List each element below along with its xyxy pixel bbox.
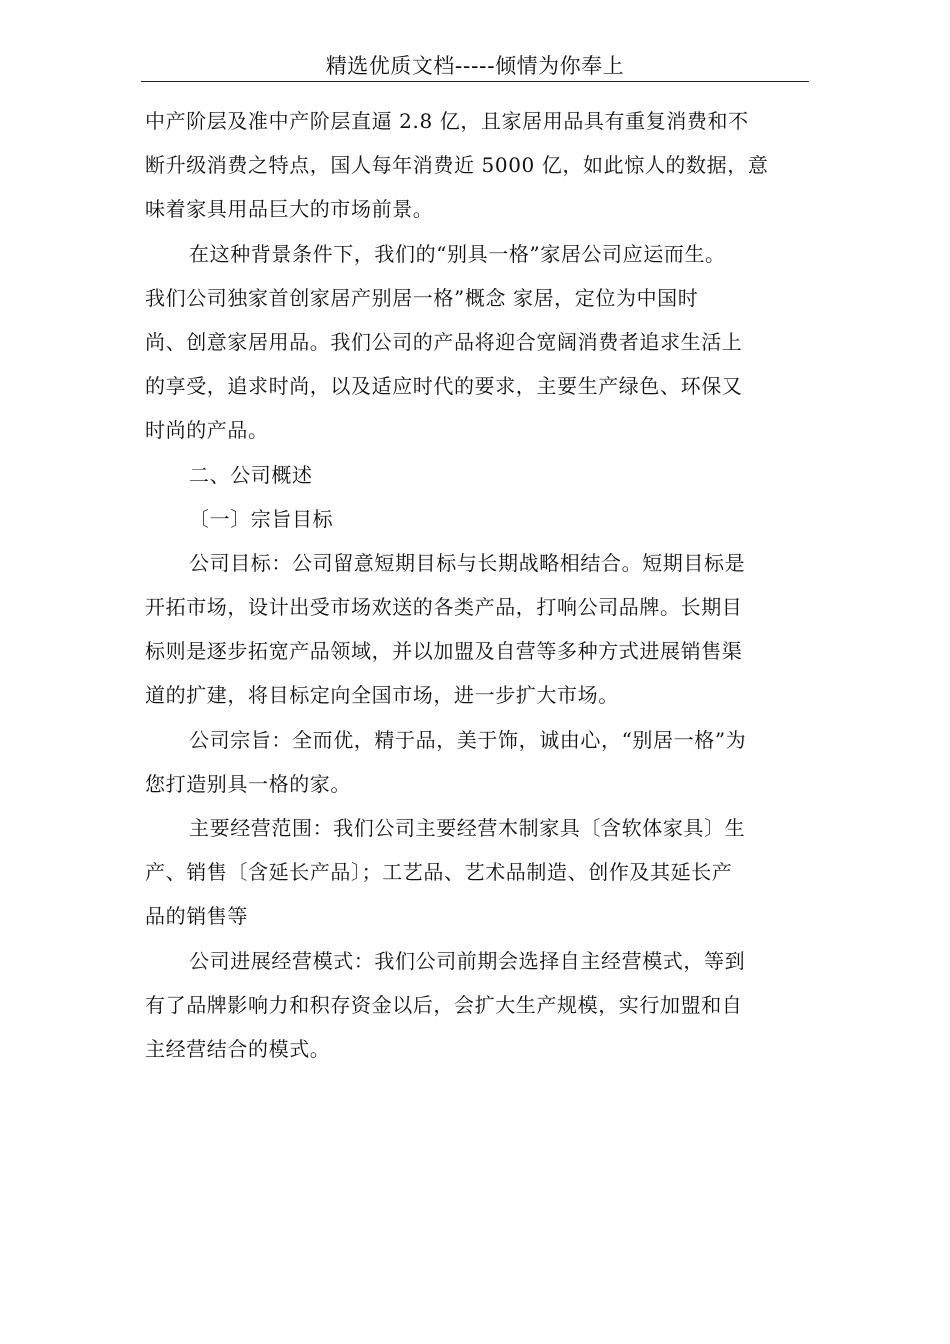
text-line: 公司进展经营模式：我们公司前期会选择自主经营模式，等到 xyxy=(189,948,746,973)
text-line: 我们公司独家首创家居产别居一格”概念 家居，定位为中国时 xyxy=(145,285,699,310)
text-line: 断升级消费之特点，国人每年消费近 5000 亿，如此惊人的数据，意 xyxy=(145,153,769,178)
paragraph-company-purpose xyxy=(145,718,805,806)
paragraph-company-background xyxy=(145,232,805,453)
subsection-heading-purpose xyxy=(145,497,805,541)
paragraph-market-outlook xyxy=(145,99,805,232)
document-body xyxy=(145,99,805,1071)
text-line: 道的扩建，将目标定向全国市场，进一步扩大市场。 xyxy=(145,683,619,708)
text-line: 公司目标：公司留意短期目标与长期战略相结合。短期目标是 xyxy=(189,550,746,575)
text-line: 开拓市场，设计出受市场欢送的各类产品，打响公司品牌。长期目 xyxy=(145,595,743,620)
text-line: 标则是逐步拓宽产品领域，并以加盟及自营等多种方式进展销售渠 xyxy=(145,639,743,664)
text-line: 味着家具用品巨大的市场前景。 xyxy=(145,197,434,222)
text-line: 产、销售〔含延长产品〕；工艺品、艺术品制造、创作及其延长产 xyxy=(145,860,733,885)
text-line: 主要经营范围：我们公司主要经营木制家具〔含软体家具〕生 xyxy=(189,816,746,840)
text-line: 主经营结合的模式。 xyxy=(145,1036,331,1061)
heading-text: 二、公司概述 xyxy=(189,462,313,487)
text-line: 公司宗旨：全而优，精于品，美于饰，诚由心，“别居一格”为 xyxy=(189,727,747,752)
text-line: 时尚的产品。 xyxy=(145,418,269,443)
paragraph-business-model xyxy=(145,939,805,1072)
text-line: 在这种背景条件下，我们的“别具一格”家居公司应运而生。 xyxy=(189,241,726,266)
paragraph-business-scope xyxy=(145,806,805,939)
section-heading-overview xyxy=(145,453,805,497)
text-line: 品的销售等 xyxy=(145,904,248,929)
text-line: 的享受，追求时尚，以及适应时代的要求，主要生产绿色、环保又 xyxy=(145,374,743,399)
page-header-title: 精选优质文档-----倾情为你奉上 xyxy=(325,54,625,78)
header-divider xyxy=(141,81,809,82)
paragraph-company-goals xyxy=(145,541,805,718)
text-line: 有了品牌影响力和积存资金以后，会扩大生产规模，实行加盟和自 xyxy=(145,992,743,1017)
text-line: 尚、创意家居用品。我们公司的产品将迎合宽阔消费者追求生活上 xyxy=(145,329,743,354)
text-line: 您打造别具一格的家。 xyxy=(145,771,351,796)
text-line: 中产阶层及准中产阶层直逼 2.8 亿，且家居用品具有重复消费和不 xyxy=(145,109,749,133)
heading-text: 〔一〕宗旨目标 xyxy=(189,506,334,531)
